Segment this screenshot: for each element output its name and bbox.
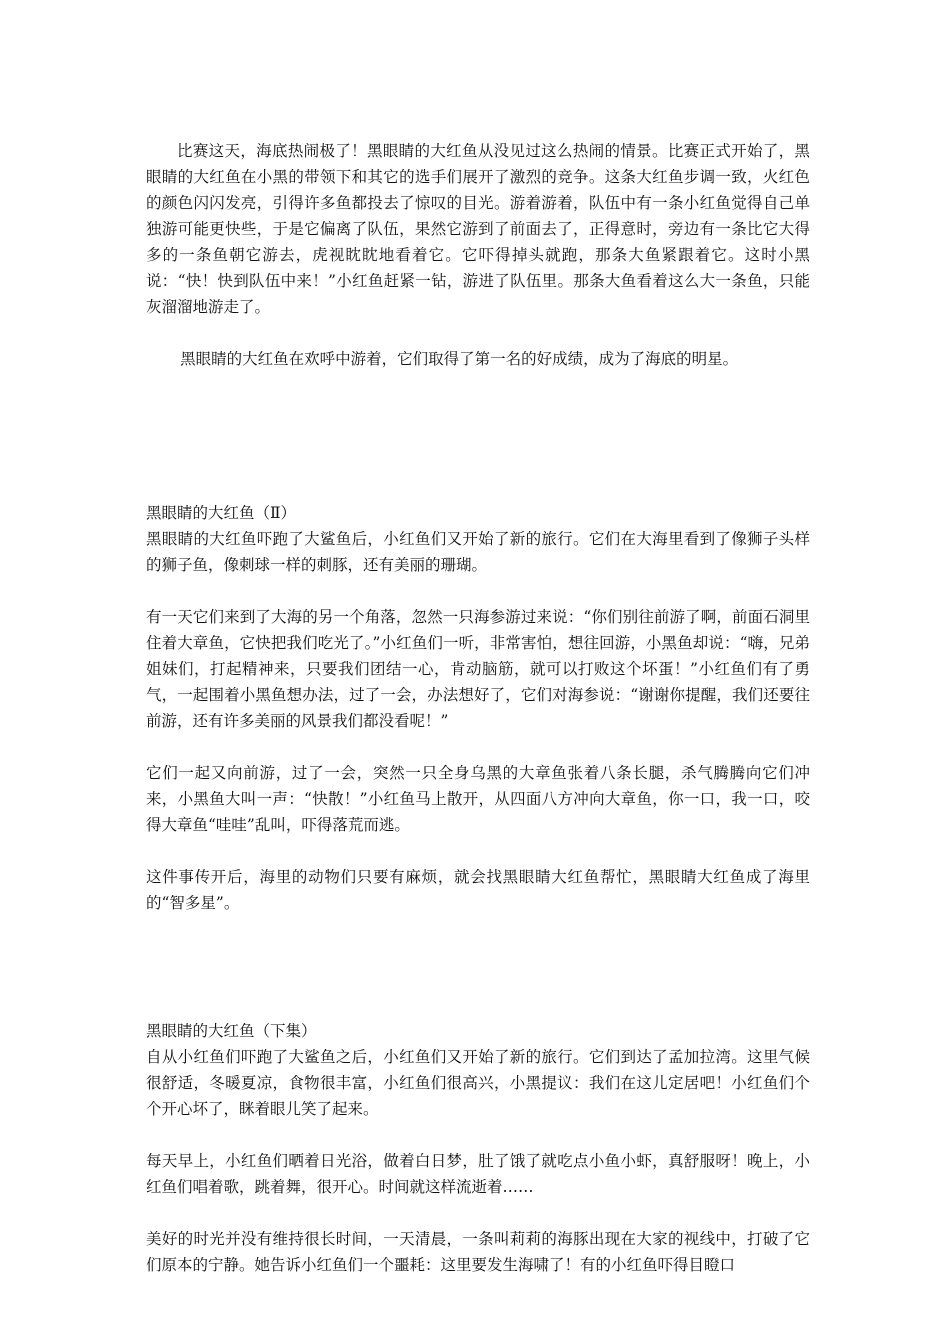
paragraph-daily-life: 每天早上，小红鱼们晒着日光浴，做着白日梦，肚了饿了就吃点小鱼小虾，真舒服呀！晚上，小红鱼们唱着歌，跳着舞，很开心。时间就这样流逝着…… (146, 1152, 810, 1196)
paragraph-new-journey: 黑眼睛的大红鱼吓跑了大鲨鱼后，小红鱼们又开始了新的旅行。它们在大海里看到了像狮子头样的狮子鱼，像刺球一样的刺豚，还有美丽的珊瑚。 (146, 530, 810, 574)
document-page (146, 138, 810, 1278)
spacer (146, 1200, 810, 1226)
paragraph-race-day: 比赛这天，海底热闹极了！黑眼睛的大红鱼从没见过这么热闹的情景。比赛正式开始了，黑眼睛的大红鱼在小黑的带领下和其它的选手们展开了激烈的竞争。这条大红鱼步调一致，火红色的颜色闪闪发亮，引得许多鱼都投去了惊叹的目光。游着游着，队伍中有一条小红鱼觉得自己单独游可能更快些，于是它偏离了队伍，果然它游到了前面去了，正得意时，旁边有一条比它大得多的一条鱼朝它游去，虎视眈眈地看着它。它吓得掉头就跑，那条大鱼紧跟着它。这时小黑说：“快！快到队伍中来！”小红鱼赶紧一钻，游进了队伍里。那条大鱼看着这么大一条鱼，只能灰溜溜地游走了。 (146, 142, 810, 316)
paragraph-tsunami-news: 美好的时光并没有维持很长时间，一天清晨，一条叫莉莉的海豚出现在大家的视线中，打破了它们原本的宁静。她告诉小红鱼们一个噩耗：这里要发生海啸了！有的小红鱼吓得目瞪口 (146, 1230, 810, 1274)
spacer (146, 838, 810, 864)
spacer (146, 734, 810, 760)
spacer (146, 1122, 810, 1148)
spacer (146, 578, 810, 604)
paragraph-race-result: 黑眼睛的大红鱼在欢呼中游着，它们取得了第一名的好成绩，成为了海底的明星。 (180, 350, 739, 368)
paragraph-octopus-attack: 它们一起又向前游，过了一会，突然一只全身乌黑的大章鱼张着八条长腿，杀气腾腾向它们冲来，小黑鱼大叫一声：“快散！”小红鱼马上散开，从四面八方冲向大章鱼，你一口，我一口，咬得大章鱼“哇哇”乱叫，吓得落荒而逃。 (146, 764, 810, 834)
paragraph-bay-of-bengal: 自从小红鱼们吓跑了大鲨鱼之后，小红鱼们又开始了新的旅行。它们到达了孟加拉湾。这里气候很舒适，冬暖夏凉，食物很丰富，小红鱼们很高兴，小黑提议：我们在这儿定居吧！小红鱼们个个开心坏了，眯着眼儿笑了起来。 (146, 1048, 810, 1118)
section-title-part-2: 黑眼睛的大红鱼（Ⅱ） (146, 504, 297, 522)
section-title-part-3: 黑眼睛的大红鱼（下集） (146, 1022, 317, 1040)
spacer (146, 372, 810, 500)
paragraph-sea-cucumber: 有一天它们来到了大海的另一个角落，忽然一只海参游过来说：“你们别往前游了啊，前面石洞里住着大章鱼，它快把我们吃光了。”小红鱼们一听，非常害怕，想往回游，小黑鱼却说：“嗨，兄弟姐妹们，打起精神来，只要我们团结一心，肯动脑筋，就可以打败这个坏蛋！”小红鱼们有了勇气，一起围着小黑鱼想办法，过了一会，办法想好了，它们对海参说：“谢谢你提醒，我们还要往前游，还有许多美丽的风景我们都没看呢！” (146, 608, 810, 730)
spacer (146, 916, 810, 1018)
spacer (146, 320, 810, 346)
paragraph-smart-star: 这件事传开后，海里的动物们只要有麻烦，就会找黑眼睛大红鱼帮忙，黑眼睛大红鱼成了海里的“智多星”。 (146, 868, 810, 912)
